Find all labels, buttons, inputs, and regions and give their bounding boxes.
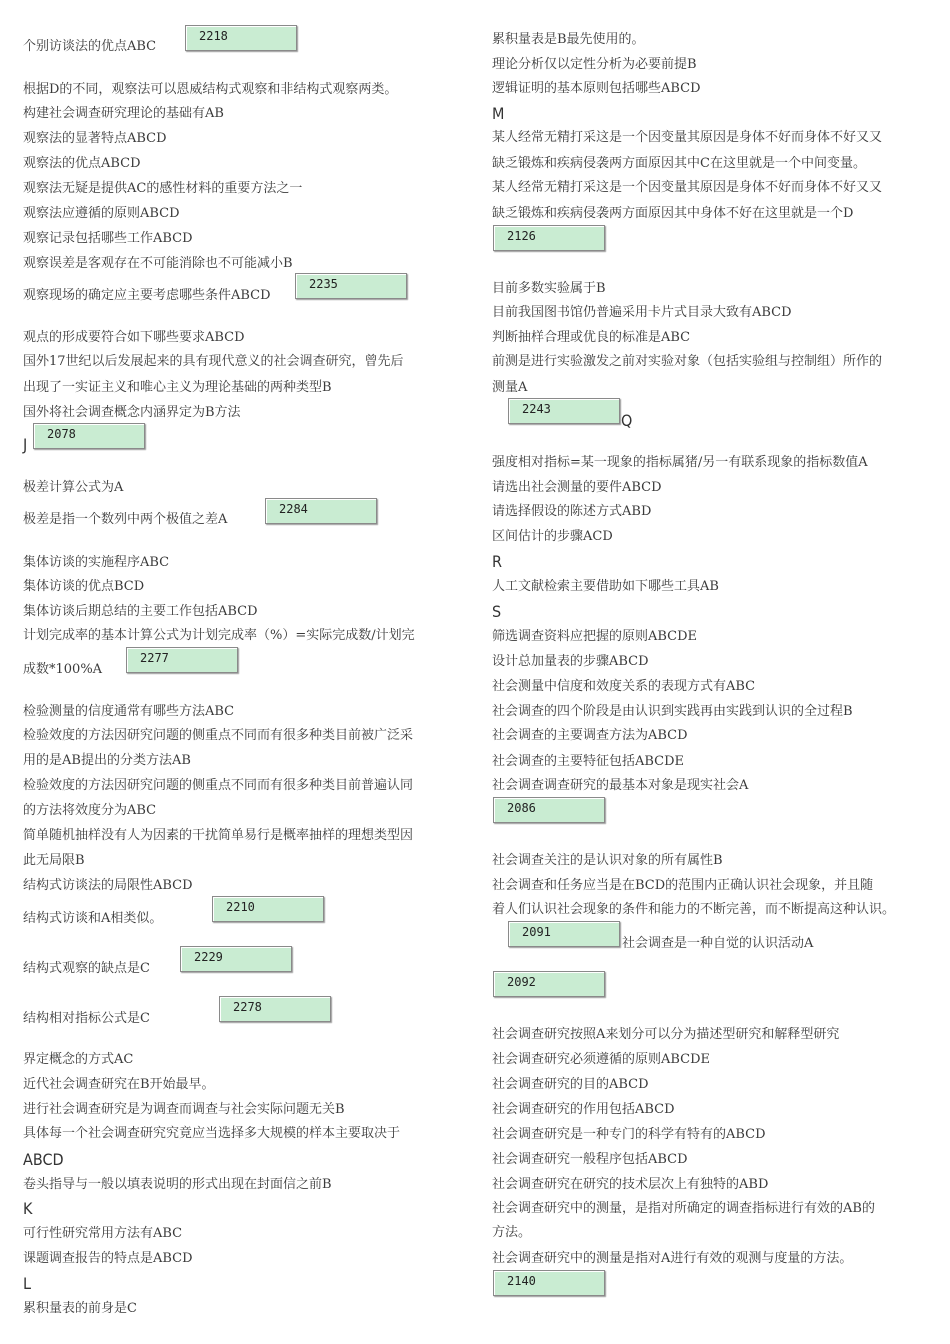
text-line: 集体访谈后期总结的主要工作包括ABCD (23, 604, 258, 619)
text-line: 观察法应遵循的原则ABCD (23, 206, 180, 221)
text-line: 近代社会调查研究在B开始最早。 (23, 1077, 215, 1092)
text-line: 社会调查研究是一种专门的科学有特有的ABCD (492, 1127, 766, 1142)
text-line: 目前我国图书馆仍普遍采用卡片式目录大致有ABCD (492, 305, 792, 320)
text-line: 观察法的显著特点ABCD (23, 131, 167, 146)
text-line: 请选出社会测量的要件ABCD (492, 480, 662, 495)
text-line: 集体访谈的实施程序ABC (23, 555, 170, 570)
text-line: 结构相对指标公式是C (23, 1011, 150, 1026)
text-line: 检验测量的信度通常有哪些方法ABC (23, 704, 235, 719)
text-line: 结构式访谈法的局限性ABCD (23, 878, 193, 893)
text-line: 社会调查研究必须遵循的原则ABCDE (492, 1052, 711, 1067)
text-line: 人工文献检索主要借助如下哪些工具AB (492, 579, 719, 594)
text-line: 社会测量中信度和效度关系的表现方式有ABC (492, 679, 756, 694)
text-line: 测量A (492, 380, 528, 395)
text-line: 根据D的不同，观察法可以恩威结构式观察和非结构式观察两类。 (23, 82, 398, 97)
text-line: 着人们认识社会现象的条件和能力的不断完善，而不断提高这种认识。 (492, 902, 896, 917)
answer-id-box: 2210 (212, 896, 324, 922)
text-line: 社会调查关注的是认识对象的所有属性B (492, 853, 723, 868)
text-line: 观点的形成要符合如下哪些要求ABCD (23, 330, 245, 345)
text-line: 请选择假设的陈述方式ABD (492, 504, 652, 519)
text-line: 检验效度的方法因研究问题的侧重点不同而有很多种类目前被广泛采 (23, 728, 414, 743)
section-letter: K (23, 1199, 33, 1218)
answer-id-box: 2092 (493, 971, 605, 997)
text-line: 的方法将效度分为ABC (23, 803, 157, 818)
text-line: 社会调查研究的作用包括ABCD (492, 1102, 675, 1117)
text-line: 此无局限B (23, 853, 85, 868)
text-line: 界定概念的方式AC (23, 1052, 134, 1067)
text-line: 观察法的优点ABCD (23, 156, 141, 171)
text-line: 具体每一个社会调查研究究竟应当选择多大规模的样本主要取决于 (23, 1126, 401, 1141)
text-line: 用的是AB提出的分类方法AB (23, 753, 191, 768)
text-line: 社会调查研究按照A来划分可以分为描述型研究和解释型研究 (492, 1027, 840, 1042)
text-line: 结构式访谈和A相类似。 (23, 911, 163, 926)
text-line: 国外将社会调查概念内涵界定为B方法 (23, 405, 241, 420)
section-letter: L (23, 1274, 32, 1293)
text-line: 社会调查研究中的测量，是指对所确定的调查指标进行有效的AB的 (492, 1201, 875, 1216)
text-line: 观察记录包括哪些工作ABCD (23, 231, 193, 246)
text-line: 累积量表的前身是C (23, 1301, 137, 1316)
text-line: 某人经常无精打采这是一个因变量其原因是身体不好而身体不好又又 (492, 180, 883, 195)
text-line: 社会调查调查研究的最基本对象是现实社会A (492, 778, 749, 793)
text-line: 计划完成率的基本计算公式为计划完成率（%）=实际完成数/计划完 (23, 628, 415, 643)
text-line: 筛选调查资料应把握的原则ABCDE (492, 629, 698, 644)
text-line: 卷头指导与一般以填表说明的形式出现在封面信之前B (23, 1177, 332, 1192)
answer-id-box: 2278 (219, 996, 331, 1022)
text-line: 观察法无疑是提供AC的感性材料的重要方法之一 (23, 181, 303, 196)
text-line: 观察现场的确定应主要考虑哪些条件ABCD (23, 288, 271, 303)
answer-id-box: 2235 (295, 273, 407, 299)
text-line: 强度相对指标=某一现象的指标属猪/另一有联系现象的指标数值A (492, 455, 868, 470)
answer-id-box: 2086 (493, 797, 605, 823)
text-line: 成数*100%A (23, 662, 103, 677)
text-line: 社会调查的四个阶段是由认识到实践再由实践到认识的全过程B (492, 704, 853, 719)
text-line: 集体访谈的优点BCD (23, 579, 145, 594)
section-letter: J (23, 435, 28, 454)
answer-id-box: 2229 (180, 946, 292, 972)
text-line: 社会调查的主要调查方法为ABCD (492, 728, 688, 743)
text-line: 方法。 (492, 1225, 532, 1240)
answer-id-box: 2091 (508, 921, 620, 947)
section-letter: R (492, 552, 502, 571)
text-line: 社会调查研究中的测量是指对A进行有效的观测与度量的方法。 (492, 1251, 853, 1266)
text-line: 前测是进行实验激发之前对实验对象（包括实验组与控制组）所作的 (492, 354, 883, 369)
section-letter: Q (621, 411, 633, 430)
text-line: 构建社会调查研究理论的基础有AB (23, 106, 224, 121)
text-line: 设计总加量表的步骤ABCD (492, 654, 649, 669)
answer-id-box: 2218 (185, 25, 297, 51)
text-line: 可行性研究常用方法有ABC (23, 1226, 183, 1241)
text-line: 极差计算公式为A (23, 480, 124, 495)
answer-id-box: 2140 (493, 1270, 605, 1296)
answer-id-box: 2284 (265, 498, 377, 524)
text-line: 目前多数实验属于B (492, 281, 606, 296)
text-line: 判断抽样合理或优良的标准是ABC (492, 330, 691, 345)
text-line: 累积量表是B最先使用的。 (492, 32, 645, 47)
text-line: 社会调查研究一般程序包括ABCD (492, 1152, 688, 1167)
text-line: 极差是指一个数列中两个极值之差A (23, 512, 228, 527)
text-line: 出现了一实证主义和唯心主义为理论基础的两种类型B (23, 380, 332, 395)
text-line: 国外17世纪以后发展起来的具有现代意义的社会调查研究，曾先后 (23, 354, 404, 369)
text-line: 社会调查是一种自觉的认识活动A (622, 936, 814, 951)
text-line: 社会调查的主要特征包括ABCDE (492, 754, 685, 769)
text-line: 个别访谈法的优点ABC (23, 39, 157, 54)
answer-id-box: 2277 (126, 647, 238, 673)
answer-id-box: 2243 (508, 398, 620, 424)
text-line: 检验效度的方法因研究问题的侧重点不同而有很多种类目前普遍认同 (23, 778, 414, 793)
text-line: 社会调查和任务应当是在BCD的范围内正确认识社会现象，并且随 (492, 878, 874, 893)
text-line: 结构式观察的缺点是C (23, 961, 150, 976)
text-line: 进行社会调查研究是为调查而调查与社会实际问题无关B (23, 1102, 345, 1117)
text-line: 逻辑证明的基本原则包括哪些ABCD (492, 81, 701, 96)
text-line: 理论分析仅以定性分析为必要前提B (492, 57, 697, 72)
text-line: 简单随机抽样没有人为因素的干扰简单易行是概率抽样的理想类型因 (23, 828, 414, 843)
text-line: 缺乏锻炼和疾病侵袭两方面原因其中C在这里就是一个中间变量。 (492, 156, 866, 171)
answer-id-box: 2078 (33, 423, 145, 449)
text-line: 某人经常无精打采这是一个因变量其原因是身体不好而身体不好又又 (492, 130, 883, 145)
text-line: 区间估计的步骤ACD (492, 529, 613, 544)
text-line: 社会调查研究在研究的技术层次上有独特的ABD (492, 1177, 769, 1192)
text-line: 课题调查报告的特点是ABCD (23, 1251, 193, 1266)
text-line: 观察误差是客观存在不可能消除也不可能减小B (23, 256, 293, 271)
section-letter: S (492, 602, 502, 621)
text-line: ABCD (23, 1150, 64, 1169)
text-line: 社会调查研究的目的ABCD (492, 1077, 649, 1092)
answer-id-box: 2126 (493, 225, 605, 251)
text-line: 缺乏锻炼和疾病侵袭两方面原因其中身体不好在这里就是一个D (492, 206, 854, 221)
section-letter: M (492, 104, 505, 123)
